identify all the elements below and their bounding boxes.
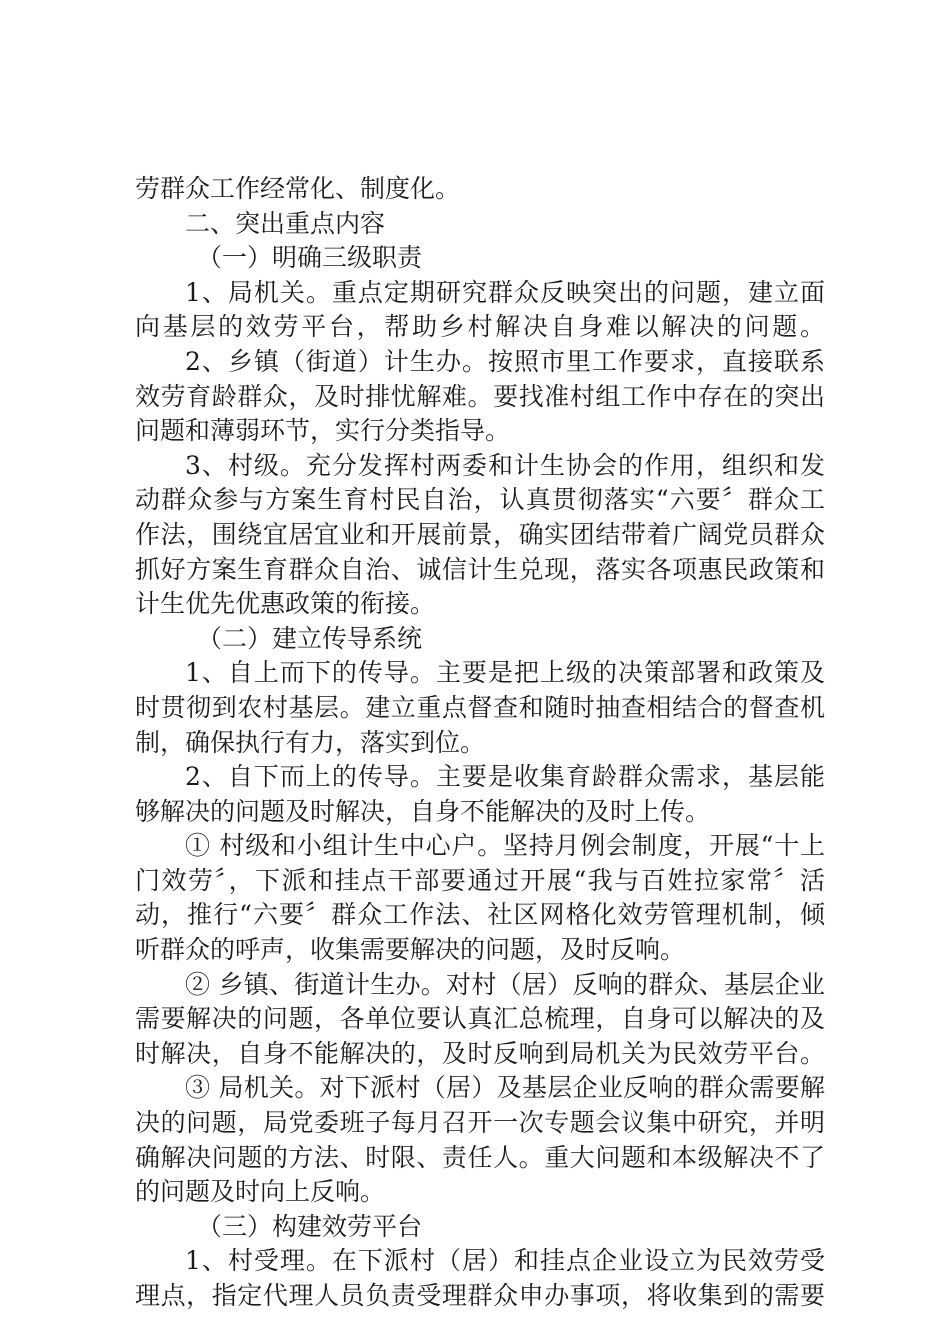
text-line: （三）构建效劳平台 (197, 1211, 423, 1241)
text-line: ③ 局机关。对下派村（居）及基层企业反响的群众需要解 (185, 1073, 825, 1103)
text-line: 听群众的呼声，收集需要解决的问题，及时反响。 (135, 935, 686, 965)
text-line: 动，推行“六要〞群众工作法、社区网格化效劳管理机制，倾 (135, 900, 825, 930)
text-line: 抓好方案生育群众自治、诚信计生兑现，落实各项惠民政策和 (135, 554, 825, 584)
text-line: 够解决的问题及时解决，自身不能解决的及时上传。 (135, 796, 711, 826)
text-line: 1、局机关。重点定期研究群众反映突出的问题，建立面 (185, 277, 825, 307)
text-line: 动群众参与方案生育村民自治，认真贯彻落实“六要〞群众工 (135, 485, 825, 515)
text-line: 效劳育龄群众，及时排忧解难。要找准村组工作中存在的突出 (135, 381, 825, 411)
text-line: 计生优先优惠政策的衔接。 (135, 589, 436, 619)
text-line: 作法，围绕宜居宜业和开展前景，确实团结带着广阔党员群众 (135, 519, 825, 549)
text-line: 二、突出重点内容 (185, 208, 386, 238)
text-line: （一）明确三级职责 (197, 243, 423, 273)
text-line: ② 乡镇、街道计生办。对村（居）反响的群众、基层企业 (185, 969, 825, 999)
text-line: 决的问题，局党委班子每月召开一次专题会议集中研究，并明 (135, 1108, 825, 1138)
text-line: 制，确保执行有力，落实到位。 (135, 727, 486, 757)
text-line: 的问题及时向上反响。 (135, 1177, 386, 1207)
text-line: 时贯彻到农村基层。建立重点督查和随时抽查相结合的督查机 (135, 692, 825, 722)
text-line: 时解决，自身不能解决的，及时反响到局机关为民效劳平台。 (135, 1038, 825, 1068)
text-line: 向基层的效劳平台，帮助乡村解决自身难以解决的问题。 (135, 312, 825, 342)
text-line: ① 村级和小组计生中心户。坚持月例会制度，开展“十上 (185, 831, 825, 861)
text-line: 劳群众工作经常化、制度化。 (135, 174, 461, 203)
text-line: 2、乡镇（街道）计生办。按照市里工作要求，直接联系 (185, 346, 825, 376)
text-line: 理点，指定代理人员负责受理群众申办事项，将收集到的需要 (135, 1281, 825, 1310)
text-line: 确解决问题的方法、时限、责任人。重大问题和本级解决不了 (135, 1142, 825, 1172)
text-line: 3、村级。充分发挥村两委和计生协会的作用，组织和发 (185, 450, 825, 480)
text-line: 1、自上而下的传导。主要是把上级的决策部署和政策及 (185, 658, 825, 688)
text-line: 问题和薄弱环节，实行分类指导。 (135, 416, 511, 446)
document-body (135, 172, 825, 1314)
text-line: 2、自下而上的传导。主要是收集育龄群众需求，基层能 (185, 762, 825, 792)
text-line: 需要解决的问题，各单位要认真汇总梳理，自身可以解决的及 (135, 1004, 825, 1034)
text-line: （二）建立传导系统 (197, 623, 423, 653)
text-line: 1、村受理。在下派村（居）和挂点企业设立为民效劳受 (185, 1246, 825, 1276)
text-line: 门效劳〞，下派和挂点干部要通过开展“我与百姓拉家常〞活 (135, 865, 825, 895)
